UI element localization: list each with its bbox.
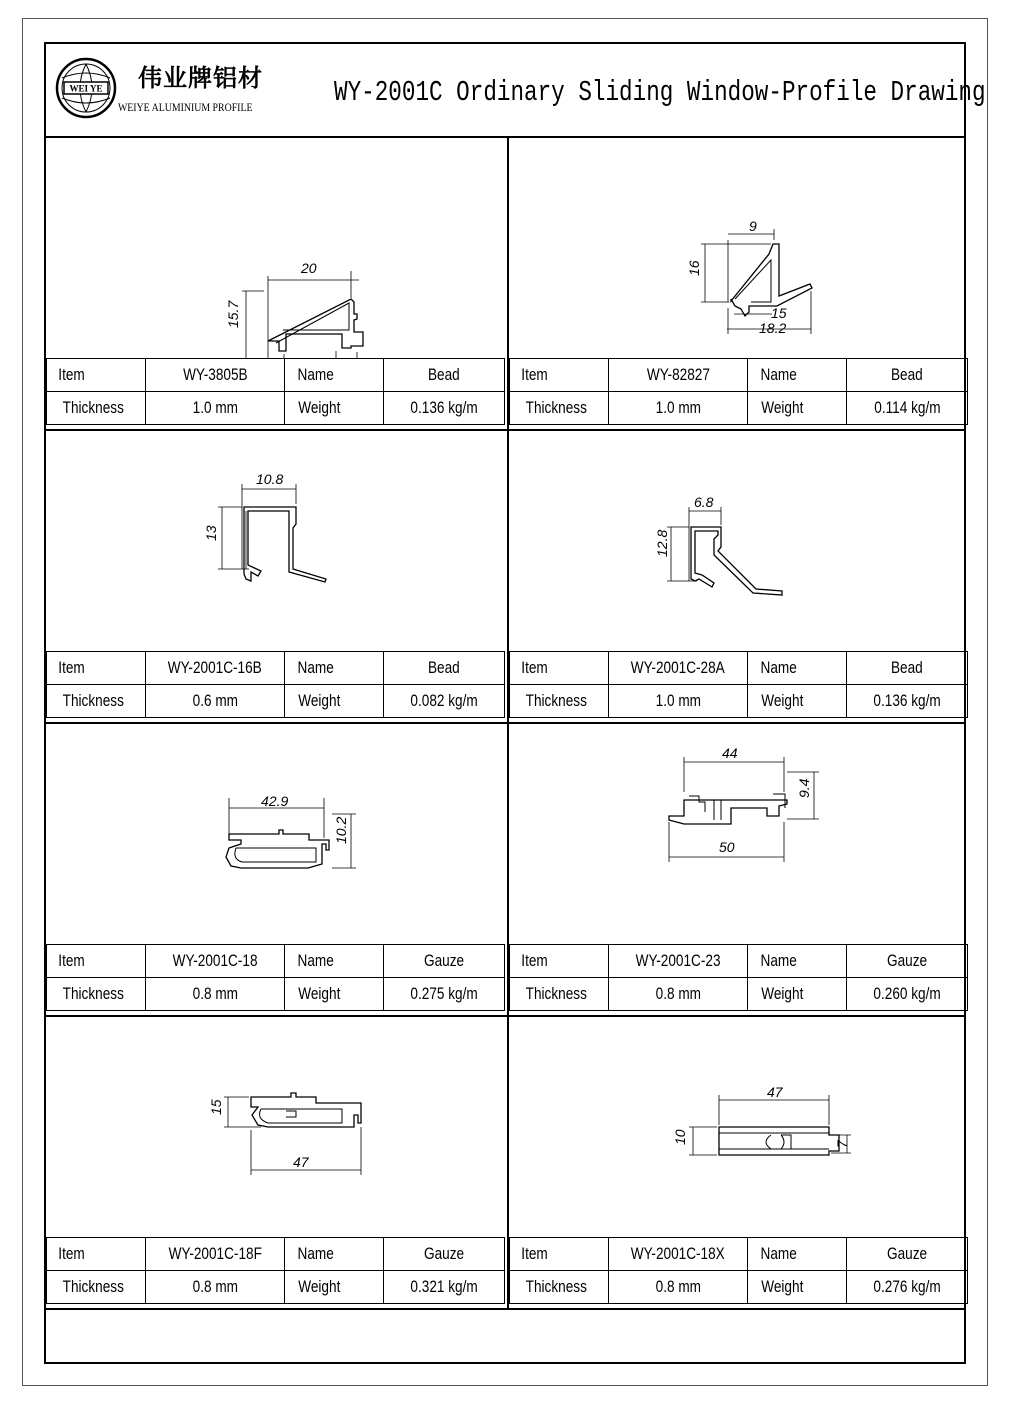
dimension-label: 50 [719,839,735,855]
weight-label: Weight [285,392,384,425]
item-code: WY-82827 [609,359,748,392]
brand-name-english: WEIYE ALUMINIUM PROFILE [118,100,253,114]
profile-cell-wy-2001c-28a [507,429,968,722]
info-row-item [510,359,968,392]
weight-label: Weight [748,392,847,425]
item-code: WY-2001C-28A [609,652,748,685]
dimension-label: 6.8 [694,494,714,510]
name-label: Name [285,359,384,392]
thickness-value: 1.0 mm [609,685,748,718]
item-label: Item [510,1238,609,1271]
info-row-thickness [510,392,968,425]
dimension-label: 12.8 [654,529,670,557]
weight-label: Weight [285,1271,384,1304]
row-divider [46,429,964,431]
weight-value: 0.136 kg/m [384,392,505,425]
info-row-thickness [47,978,505,1011]
profile-name: Gauze [847,1238,968,1271]
row-divider [46,1308,964,1310]
profile-cell-wy-2001c-16b [46,429,505,722]
info-row-thickness [510,1271,968,1304]
profile-drawing [509,429,968,651]
info-row-thickness [47,1271,505,1304]
thickness-label: Thickness [47,1271,146,1304]
item-code: WY-3805B [146,359,285,392]
thickness-label: Thickness [47,392,146,425]
weight-label: Weight [748,1271,847,1304]
name-label: Name [285,652,384,685]
weight-value: 0.275 kg/m [384,978,505,1011]
item-label: Item [47,652,146,685]
info-row-item [47,1238,505,1271]
name-label: Name [748,359,847,392]
dimension-label: 18.2 [759,320,787,336]
thickness-label: Thickness [510,978,609,1011]
profile-info-table [46,358,505,425]
item-label: Item [510,359,609,392]
profile-info-table [46,651,505,718]
dimension-label: 15 [208,1099,224,1115]
profile-cell-wy-2001c-18 [46,722,505,1015]
name-label: Name [748,945,847,978]
weight-value: 0.136 kg/m [847,685,968,718]
weight-value: 0.260 kg/m [847,978,968,1011]
info-row-thickness [510,685,968,718]
thickness-value: 0.8 mm [146,1271,285,1304]
profile-name: Bead [384,652,505,685]
dimension-label: 42.9 [261,793,289,809]
logo-text: WEI YE [69,83,103,94]
thickness-label: Thickness [510,685,609,718]
dimension-label: 47 [293,1154,309,1170]
profile-name: Bead [384,359,505,392]
profile-info-table [509,944,968,1011]
item-code: WY-2001C-18X [609,1238,748,1271]
item-code: WY-2001C-23 [609,945,748,978]
profile-drawing [509,136,968,358]
profile-drawing [46,429,505,651]
weight-value: 0.082 kg/m [384,685,505,718]
thickness-label: Thickness [47,978,146,1011]
profile-name: Gauze [384,1238,505,1271]
thickness-label: Thickness [47,685,146,718]
item-label: Item [47,945,146,978]
item-label: Item [510,945,609,978]
thickness-label: Thickness [510,392,609,425]
weight-label: Weight [285,685,384,718]
weight-value: 0.321 kg/m [384,1271,505,1304]
item-code: WY-2001C-18F [146,1238,285,1271]
weight-label: Weight [748,685,847,718]
profile-info-table [509,1237,968,1304]
dimension-label: 10.2 [333,816,349,844]
dimension-label: 7 [834,1140,850,1148]
thickness-value: 0.8 mm [609,1271,748,1304]
profile-drawing [509,1015,968,1237]
item-label: Item [47,1238,146,1271]
thickness-label: Thickness [510,1271,609,1304]
profile-info-table [509,651,968,718]
dimension-label: 13 [203,525,219,541]
dimension-label: 10 [672,1129,688,1145]
profile-cell-wy-3805b [46,136,505,429]
weight-label: Weight [748,978,847,1011]
info-row-item [510,1238,968,1271]
name-label: Name [285,1238,384,1271]
dimension-label: 20 [301,260,317,276]
info-row-thickness [510,978,968,1011]
profile-cell-wy-82827 [507,136,968,429]
brand-name-chinese: 伟业牌铝材 [138,64,263,92]
info-row-item [47,359,505,392]
name-label: Name [285,945,384,978]
dimension-label: 44 [722,745,738,761]
item-label: Item [510,652,609,685]
name-label: Name [748,1238,847,1271]
item-label: Item [47,359,146,392]
weiye-logo [54,56,118,120]
weight-label: Weight [285,978,384,1011]
row-divider [46,1015,964,1017]
profile-info-table [509,358,968,425]
profile-cell-wy-2001c-18x [507,1015,968,1308]
thickness-value: 0.8 mm [609,978,748,1011]
item-code: WY-2001C-16B [146,652,285,685]
info-row-item [47,945,505,978]
dimension-label: 15 [771,305,787,321]
info-row-item [510,945,968,978]
profile-drawing [46,1015,505,1237]
dimension-label: 47 [767,1084,783,1100]
weight-value: 0.276 kg/m [847,1271,968,1304]
dimension-label: 15.7 [225,300,241,328]
drawing-title: WY-2001C Ordinary Sliding Window-Profile Drawing [334,76,986,109]
dimension-label: 9.4 [796,778,812,798]
profile-drawing [509,722,968,944]
dimension-label: 9 [749,218,757,234]
weight-value: 0.114 kg/m [847,392,968,425]
dimension-label: 16 [686,260,702,276]
profile-name: Bead [847,359,968,392]
name-label: Name [748,652,847,685]
profile-cell-wy-2001c-23 [507,722,968,1015]
profile-name: Bead [847,652,968,685]
thickness-value: 1.0 mm [146,392,285,425]
profile-drawing [46,722,505,944]
thickness-value: 0.6 mm [146,685,285,718]
info-row-item [47,652,505,685]
thickness-value: 1.0 mm [609,392,748,425]
profile-info-table [46,1237,505,1304]
info-row-thickness [47,392,505,425]
dimension-label: 10.8 [256,471,284,487]
profile-name: Gauze [384,945,505,978]
thickness-value: 0.8 mm [146,978,285,1011]
item-code: WY-2001C-18 [146,945,285,978]
info-row-item [510,652,968,685]
profile-name: Gauze [847,945,968,978]
row-divider [46,722,964,724]
profile-drawing [46,136,505,358]
profile-cell-wy-2001c-18f [46,1015,505,1308]
drawing-sheet [44,42,986,1364]
title-block [46,44,986,138]
info-row-thickness [47,685,505,718]
profile-info-table [46,944,505,1011]
